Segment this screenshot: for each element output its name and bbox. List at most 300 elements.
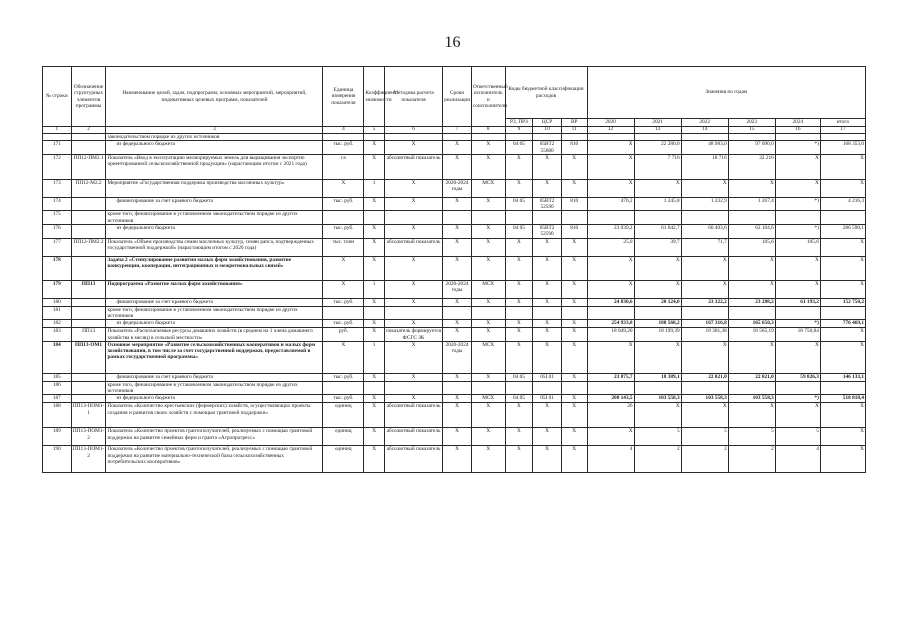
table-cell: ПП13-ОМ1 xyxy=(71,341,106,373)
table-cell xyxy=(471,306,505,320)
table-cell xyxy=(587,381,634,395)
header-year-0: 2020 xyxy=(587,119,634,127)
table-cell: X xyxy=(471,320,505,328)
table-cell xyxy=(505,306,533,320)
table-cell: 1 xyxy=(364,179,384,197)
table-cell: X xyxy=(533,446,562,473)
table-cell: X xyxy=(505,428,533,446)
table-cell xyxy=(443,211,472,225)
table-row xyxy=(43,341,866,373)
table-cell: 24 830,6 xyxy=(587,298,634,306)
table-cell: 175 xyxy=(43,211,72,225)
table-cell: X xyxy=(561,395,587,403)
table-cell: X xyxy=(561,373,587,381)
table-cell: X xyxy=(384,179,442,197)
table-row xyxy=(43,298,866,306)
table-cell: X xyxy=(384,341,442,373)
table-cell: 1 232,9 xyxy=(681,197,728,211)
table-cell: X xyxy=(443,225,472,239)
table-cell xyxy=(71,373,106,381)
table-cell: X xyxy=(533,341,562,373)
table-cell: X xyxy=(533,280,562,298)
table-cell xyxy=(728,381,775,395)
table-cell: 146 133,1 xyxy=(820,373,865,381)
table-cell: X xyxy=(533,238,562,256)
table-row xyxy=(43,211,866,225)
table-cell: 152 758,2 xyxy=(820,298,865,306)
header-year-1: 2021 xyxy=(634,119,681,127)
table-cell: X xyxy=(681,403,728,428)
table-cell: X xyxy=(443,395,472,403)
table-cell: МСХ xyxy=(471,280,505,298)
table-cell: X xyxy=(561,403,587,428)
table-cell: X xyxy=(323,280,364,298)
table-cell: 22 021,0 xyxy=(681,373,728,381)
table-cell: X xyxy=(384,225,442,239)
table-cell: 18 565,19 xyxy=(728,328,775,342)
table-cell: 4 216,3 xyxy=(820,197,865,211)
table-cell: 179 xyxy=(43,280,72,298)
table-cell: X xyxy=(775,179,820,197)
table-cell: 103 558,3 xyxy=(728,395,775,403)
table-cell xyxy=(364,306,384,320)
table-cell: X xyxy=(364,328,384,342)
table-cell: 184 xyxy=(43,341,72,373)
table-cell: 32 216 xyxy=(728,154,775,179)
table-cell: X xyxy=(587,141,634,155)
table-cell: X xyxy=(471,298,505,306)
table-cell: 05I 01 xyxy=(533,395,562,403)
table-cell xyxy=(505,134,533,141)
table-cell: X xyxy=(505,328,533,342)
table-cell: 174 xyxy=(43,197,72,211)
column-index: 6 xyxy=(384,127,442,134)
table-cell: 1 xyxy=(364,341,384,373)
header-kbk-1: ЦСР xyxy=(533,119,562,127)
table-cell xyxy=(775,211,820,225)
header-unit: Единица измерения показателя xyxy=(323,67,364,127)
table-cell: 181 xyxy=(43,306,72,320)
table-row xyxy=(43,134,866,141)
table-cell: X xyxy=(820,446,865,473)
table-cell: X xyxy=(820,328,865,342)
table-cell xyxy=(533,211,562,225)
column-index: 15 xyxy=(728,127,775,134)
table-cell xyxy=(533,381,562,395)
row-name-cell: из федерального бюджета xyxy=(106,225,323,239)
table-cell xyxy=(775,381,820,395)
table-cell: X xyxy=(681,341,728,373)
table-row xyxy=(43,179,866,197)
table-row xyxy=(43,256,866,280)
row-name-cell: законодательством порядке из других источников xyxy=(106,134,323,141)
table-cell: X xyxy=(384,298,442,306)
table-cell xyxy=(364,211,384,225)
table-cell: 2020-2024 годы xyxy=(443,341,472,373)
table-cell: 04 05 xyxy=(505,141,533,155)
table-cell: X xyxy=(533,179,562,197)
header-method: Методика расчета показателя xyxy=(384,67,442,127)
table-cell: X xyxy=(443,373,472,381)
table-cell: X xyxy=(364,256,384,280)
table-cell: X xyxy=(364,403,384,428)
table-cell: X xyxy=(561,428,587,446)
table-cell: X xyxy=(364,225,384,239)
table-cell xyxy=(634,381,681,395)
table-cell: 1 245,8 xyxy=(634,197,681,211)
column-index: 13 xyxy=(634,127,681,134)
table-cell: 172 xyxy=(43,154,72,179)
table-cell: X xyxy=(471,403,505,428)
table-cell xyxy=(587,134,634,141)
table-row xyxy=(43,395,866,403)
column-index: 8 xyxy=(471,127,505,134)
row-name-cell: из федерального бюджета xyxy=(106,141,323,155)
table-cell xyxy=(561,134,587,141)
table-cell xyxy=(587,306,634,320)
table-cell xyxy=(443,134,472,141)
table-row xyxy=(43,197,866,211)
table-cell: 04 05 xyxy=(505,395,533,403)
table-cell: X xyxy=(364,154,384,179)
table-cell: X xyxy=(471,428,505,446)
table-cell: 23 039,2 xyxy=(587,225,634,239)
table-cell: X xyxy=(533,320,562,328)
table-cell: X xyxy=(561,320,587,328)
table-cell: единиц xyxy=(323,403,364,428)
table-cell: X xyxy=(443,403,472,428)
row-name-cell: Показатель «Ввод в эксплуатацию мелиорируемых земель для выращивания экспортно ориентированной сельскохозяйственной продукции» (нарастающим итогом с 2021 года) xyxy=(106,154,323,179)
row-name-cell: Показатель «Количество крестьянских (фермерских) хозяйств, осуществляющих проекты создания и развития своих хозяйств с помощью грантовой поддержки» xyxy=(106,403,323,428)
table-cell: X xyxy=(443,238,472,256)
table-cell: 182 xyxy=(43,320,72,328)
row-name-cell: финансирование за счет краевого бюджета xyxy=(106,197,323,211)
table-cell: 105,6 xyxy=(775,238,820,256)
table-cell: 05BT2 55680 xyxy=(533,141,562,155)
table-cell xyxy=(443,306,472,320)
column-index: 9 xyxy=(505,127,533,134)
table-cell xyxy=(533,134,562,141)
table-cell: 71,7 xyxy=(681,238,728,256)
table-cell: X xyxy=(505,238,533,256)
row-name-cell: из федерального бюджета xyxy=(106,395,323,403)
table-cell: X xyxy=(681,280,728,298)
table-cell: X xyxy=(384,197,442,211)
table-cell xyxy=(71,306,106,320)
header-years: Значения по годам xyxy=(587,67,866,119)
table-cell: X xyxy=(443,446,472,473)
table-cell: X xyxy=(364,320,384,328)
table-cell: X xyxy=(364,197,384,211)
table-cell: ПП12-М2.2 xyxy=(71,179,106,197)
table-cell: X xyxy=(681,256,728,280)
table-cell xyxy=(471,211,505,225)
row-name-cell: Основное мероприятие «Развитие сельскохозяйственных кооперативов и малых форм хозяйствования, в том числе за счет государственной поддержки, предоставляемой в рамках государственной программы» xyxy=(106,341,323,373)
table-cell: 18 199,39 xyxy=(634,328,681,342)
table-cell: X xyxy=(561,238,587,256)
table-row xyxy=(43,373,866,381)
table-cell: 61 042,7 xyxy=(634,225,681,239)
table-cell: абсолютный показатель xyxy=(384,403,442,428)
row-name-cell: кроме того, финансирование в установленном законодательством порядке из других источников xyxy=(106,211,323,225)
table-cell: 171 xyxy=(43,141,72,155)
table-cell xyxy=(561,381,587,395)
table-cell: 62 104,6 xyxy=(728,225,775,239)
table-row xyxy=(43,428,866,446)
table-row xyxy=(43,381,866,395)
table-row xyxy=(43,280,866,298)
header-marker: Обозначение структурных элементов программы xyxy=(71,67,106,127)
row-name-cell: Показатель «Количество проектов грантополучателей, реализуемых с помощью грантовой поддержки на развитие семейных ферм и гранта «Агропрогресс» xyxy=(106,428,323,446)
table-cell: X xyxy=(820,179,865,197)
row-name-cell: из федерального бюджета xyxy=(106,320,323,328)
table-cell: 05I 01 xyxy=(533,373,562,381)
table-cell: 25,0 xyxy=(587,238,634,256)
table-cell: X xyxy=(820,154,865,179)
table-cell: X xyxy=(634,179,681,197)
table-cell xyxy=(561,306,587,320)
table-cell: ПП13-ПОМ1-1 xyxy=(71,403,106,428)
table-cell: X xyxy=(384,280,442,298)
table-cell: X xyxy=(561,280,587,298)
table-cell: тыс. руб. xyxy=(323,197,364,211)
column-index: 3 xyxy=(106,127,323,134)
row-name-cell: Показатель «Объем производства семян масличных культур, семян рапса, подтвержденных государственной поддержкой» (нарастающим итогом с 2020 года) xyxy=(106,238,323,256)
table-cell: X xyxy=(443,428,472,446)
table-cell xyxy=(471,381,505,395)
table-cell: X xyxy=(384,395,442,403)
table-cell xyxy=(681,306,728,320)
table-cell: X xyxy=(471,141,505,155)
table-cell: 2 xyxy=(728,446,775,473)
table-cell: 39,7 xyxy=(634,238,681,256)
table-cell: X xyxy=(364,446,384,473)
table-cell: X xyxy=(505,298,533,306)
table-cell: 18 750,84 xyxy=(775,328,820,342)
table-cell xyxy=(820,306,865,320)
table-cell: X xyxy=(384,373,442,381)
table-cell: X xyxy=(587,428,634,446)
table-cell: X xyxy=(443,154,472,179)
table-cell: X xyxy=(443,320,472,328)
table-cell xyxy=(634,211,681,225)
table-cell: X xyxy=(384,256,442,280)
table-cell: 18 716 xyxy=(681,154,728,179)
row-name-cell: финансирование за счет краевого бюджета xyxy=(106,373,323,381)
table-cell: руб. xyxy=(323,328,364,342)
table-cell: 173 xyxy=(43,179,72,197)
table-cell xyxy=(71,225,106,239)
table-cell: 206 590,1 xyxy=(820,225,865,239)
table-cell xyxy=(505,381,533,395)
column-index: 1 xyxy=(43,127,72,134)
table-cell xyxy=(634,306,681,320)
table-cell: 23 288,2 xyxy=(728,298,775,306)
table-cell xyxy=(820,211,865,225)
table-cell: 180 xyxy=(43,298,72,306)
table-cell: X xyxy=(587,341,634,373)
table-cell: 04 05 xyxy=(505,373,533,381)
table-cell xyxy=(323,381,364,395)
column-index: 2 xyxy=(71,127,106,134)
table-cell: 05BT2 52590 xyxy=(533,197,562,211)
table-cell: 18 049,20 xyxy=(587,328,634,342)
table-cell: X xyxy=(561,446,587,473)
table-cell: X xyxy=(728,280,775,298)
table-cell: X xyxy=(775,341,820,373)
column-index: 17 xyxy=(820,127,865,134)
table-cell xyxy=(364,134,384,141)
table-cell: 23 875,7 xyxy=(587,373,634,381)
table-cell: 190 xyxy=(43,446,72,473)
header-year-3: 2023 xyxy=(728,119,775,127)
program-table xyxy=(42,66,866,473)
table-cell: X xyxy=(728,341,775,373)
table-cell xyxy=(384,211,442,225)
table-cell xyxy=(71,256,106,280)
table-cell: *) xyxy=(775,197,820,211)
table-cell: X xyxy=(505,154,533,179)
row-name-cell: Мероприятие «Государственная поддержка производства масличных культур» xyxy=(106,179,323,197)
table-cell: 183 xyxy=(43,328,72,342)
table-cell xyxy=(323,306,364,320)
table-cell: 48 983,0 xyxy=(681,141,728,155)
column-index: 14 xyxy=(681,127,728,134)
row-name-cell: Показатель «Количество проектов грантополучателей, реализуемых с помощью грантовой поддержки на развитие материально-технической базы сельскохозяйственных потребительских кооперативов» xyxy=(106,446,323,473)
table-cell xyxy=(728,134,775,141)
table-cell: показатель формируется ФСГС ЗК xyxy=(385,328,442,341)
column-index: 16 xyxy=(775,127,820,134)
table-cell xyxy=(681,211,728,225)
table-cell: 810 xyxy=(561,225,587,239)
table-cell: X xyxy=(505,341,533,373)
table-cell: X xyxy=(820,256,865,280)
table-cell xyxy=(681,381,728,395)
table-cell: X xyxy=(533,428,562,446)
table-cell: X xyxy=(364,428,384,446)
table-cell: 176 xyxy=(43,225,72,239)
table-cell: X xyxy=(443,141,472,155)
table-cell xyxy=(323,211,364,225)
table-cell: X xyxy=(681,179,728,197)
table-cell: 189 xyxy=(43,428,72,446)
table-cell: X xyxy=(323,256,364,280)
table-cell: 61 193,2 xyxy=(775,298,820,306)
table-cell xyxy=(728,306,775,320)
table-cell: X xyxy=(533,328,562,342)
table-cell: X xyxy=(443,328,472,342)
table-cell xyxy=(820,134,865,141)
table-cell: 208 143,5 xyxy=(587,395,634,403)
table-cell: X xyxy=(533,154,562,179)
table-cell: X xyxy=(364,141,384,155)
table-cell: 5 xyxy=(775,428,820,446)
table-cell: X xyxy=(505,403,533,428)
table-cell: 185 xyxy=(43,373,72,381)
table-cell: *) xyxy=(775,320,820,328)
table-cell: абсолютный показатель xyxy=(384,428,442,446)
header-year-4: 2024 xyxy=(775,119,820,127)
table-cell: тыс. руб. xyxy=(323,320,364,328)
table-cell: 188 568,2 xyxy=(634,320,681,328)
table-row xyxy=(43,238,866,256)
table-cell: X xyxy=(820,238,865,256)
table-cell: 2 xyxy=(634,446,681,473)
table-cell xyxy=(71,320,106,328)
table-cell: 20 124,0 xyxy=(634,298,681,306)
table-cell: 187 xyxy=(43,395,72,403)
table-cell: X xyxy=(533,298,562,306)
table-cell: X xyxy=(384,320,442,328)
table-cell: X xyxy=(587,280,634,298)
table-cell xyxy=(323,134,364,141)
table-cell: *) xyxy=(775,141,820,155)
header-kbk-0: РЗ, ПРЗ xyxy=(505,119,533,127)
table-cell: ПП13 xyxy=(71,328,106,342)
table-cell: X xyxy=(634,256,681,280)
table-row xyxy=(43,306,866,320)
table-cell xyxy=(471,134,505,141)
table-cell: 22 021,0 xyxy=(728,373,775,381)
table-cell xyxy=(384,306,442,320)
table-cell: 1 xyxy=(364,280,384,298)
table-cell: абсолютный показатель xyxy=(384,446,442,473)
table-cell: 167 316,8 xyxy=(681,320,728,328)
table-cell: X xyxy=(505,280,533,298)
table-cell: 60 403,6 xyxy=(681,225,728,239)
table-cell: X xyxy=(728,403,775,428)
table-cell: 165 650,3 xyxy=(728,320,775,328)
table-cell xyxy=(505,211,533,225)
table-cell: 23 322,2 xyxy=(681,298,728,306)
table-cell xyxy=(43,134,72,141)
table-cell: МСХ xyxy=(471,341,505,373)
row-name-cell: Показатель «Располагаемые ресурсы домашних хозяйств (в среднем на 1 члена домашнего хозяйства в месяц) в сельской местности» xyxy=(106,328,323,342)
table-cell: X xyxy=(364,395,384,403)
table-cell: 470,2 xyxy=(587,197,634,211)
table-cell: 04 05 xyxy=(505,197,533,211)
table-cell: X xyxy=(634,403,681,428)
table-cell: 18 389,1 xyxy=(634,373,681,381)
table-cell: единиц xyxy=(323,446,364,473)
table-cell: X xyxy=(471,373,505,381)
table-cell: 4 xyxy=(587,446,634,473)
table-cell: X xyxy=(471,446,505,473)
header-year-5: итого xyxy=(820,119,865,127)
header-coef: Коэффициент значимости xyxy=(364,67,384,127)
table-cell: 254 933,8 xyxy=(587,320,634,328)
table-cell: X xyxy=(505,179,533,197)
table-cell: X xyxy=(505,256,533,280)
table-cell: 5 xyxy=(634,428,681,446)
table-cell: тыс. руб. xyxy=(323,141,364,155)
table-cell: 776 469,1 xyxy=(820,320,865,328)
header-kbk-2: ВР xyxy=(561,119,587,127)
table-cell xyxy=(587,211,634,225)
table-cell: тыс. руб. xyxy=(323,373,364,381)
table-cell: тыс. руб. xyxy=(323,298,364,306)
table-cell: X xyxy=(471,197,505,211)
table-cell: МСХ xyxy=(471,395,505,403)
table-cell: 2020-2024 годы xyxy=(443,179,472,197)
table-cell: X xyxy=(443,256,472,280)
table-cell: 26 xyxy=(587,403,634,428)
table-cell: X xyxy=(471,256,505,280)
table-cell: 518 818,4 xyxy=(820,395,865,403)
table-cell xyxy=(561,211,587,225)
table-cell: X xyxy=(364,373,384,381)
table-cell: X xyxy=(443,298,472,306)
